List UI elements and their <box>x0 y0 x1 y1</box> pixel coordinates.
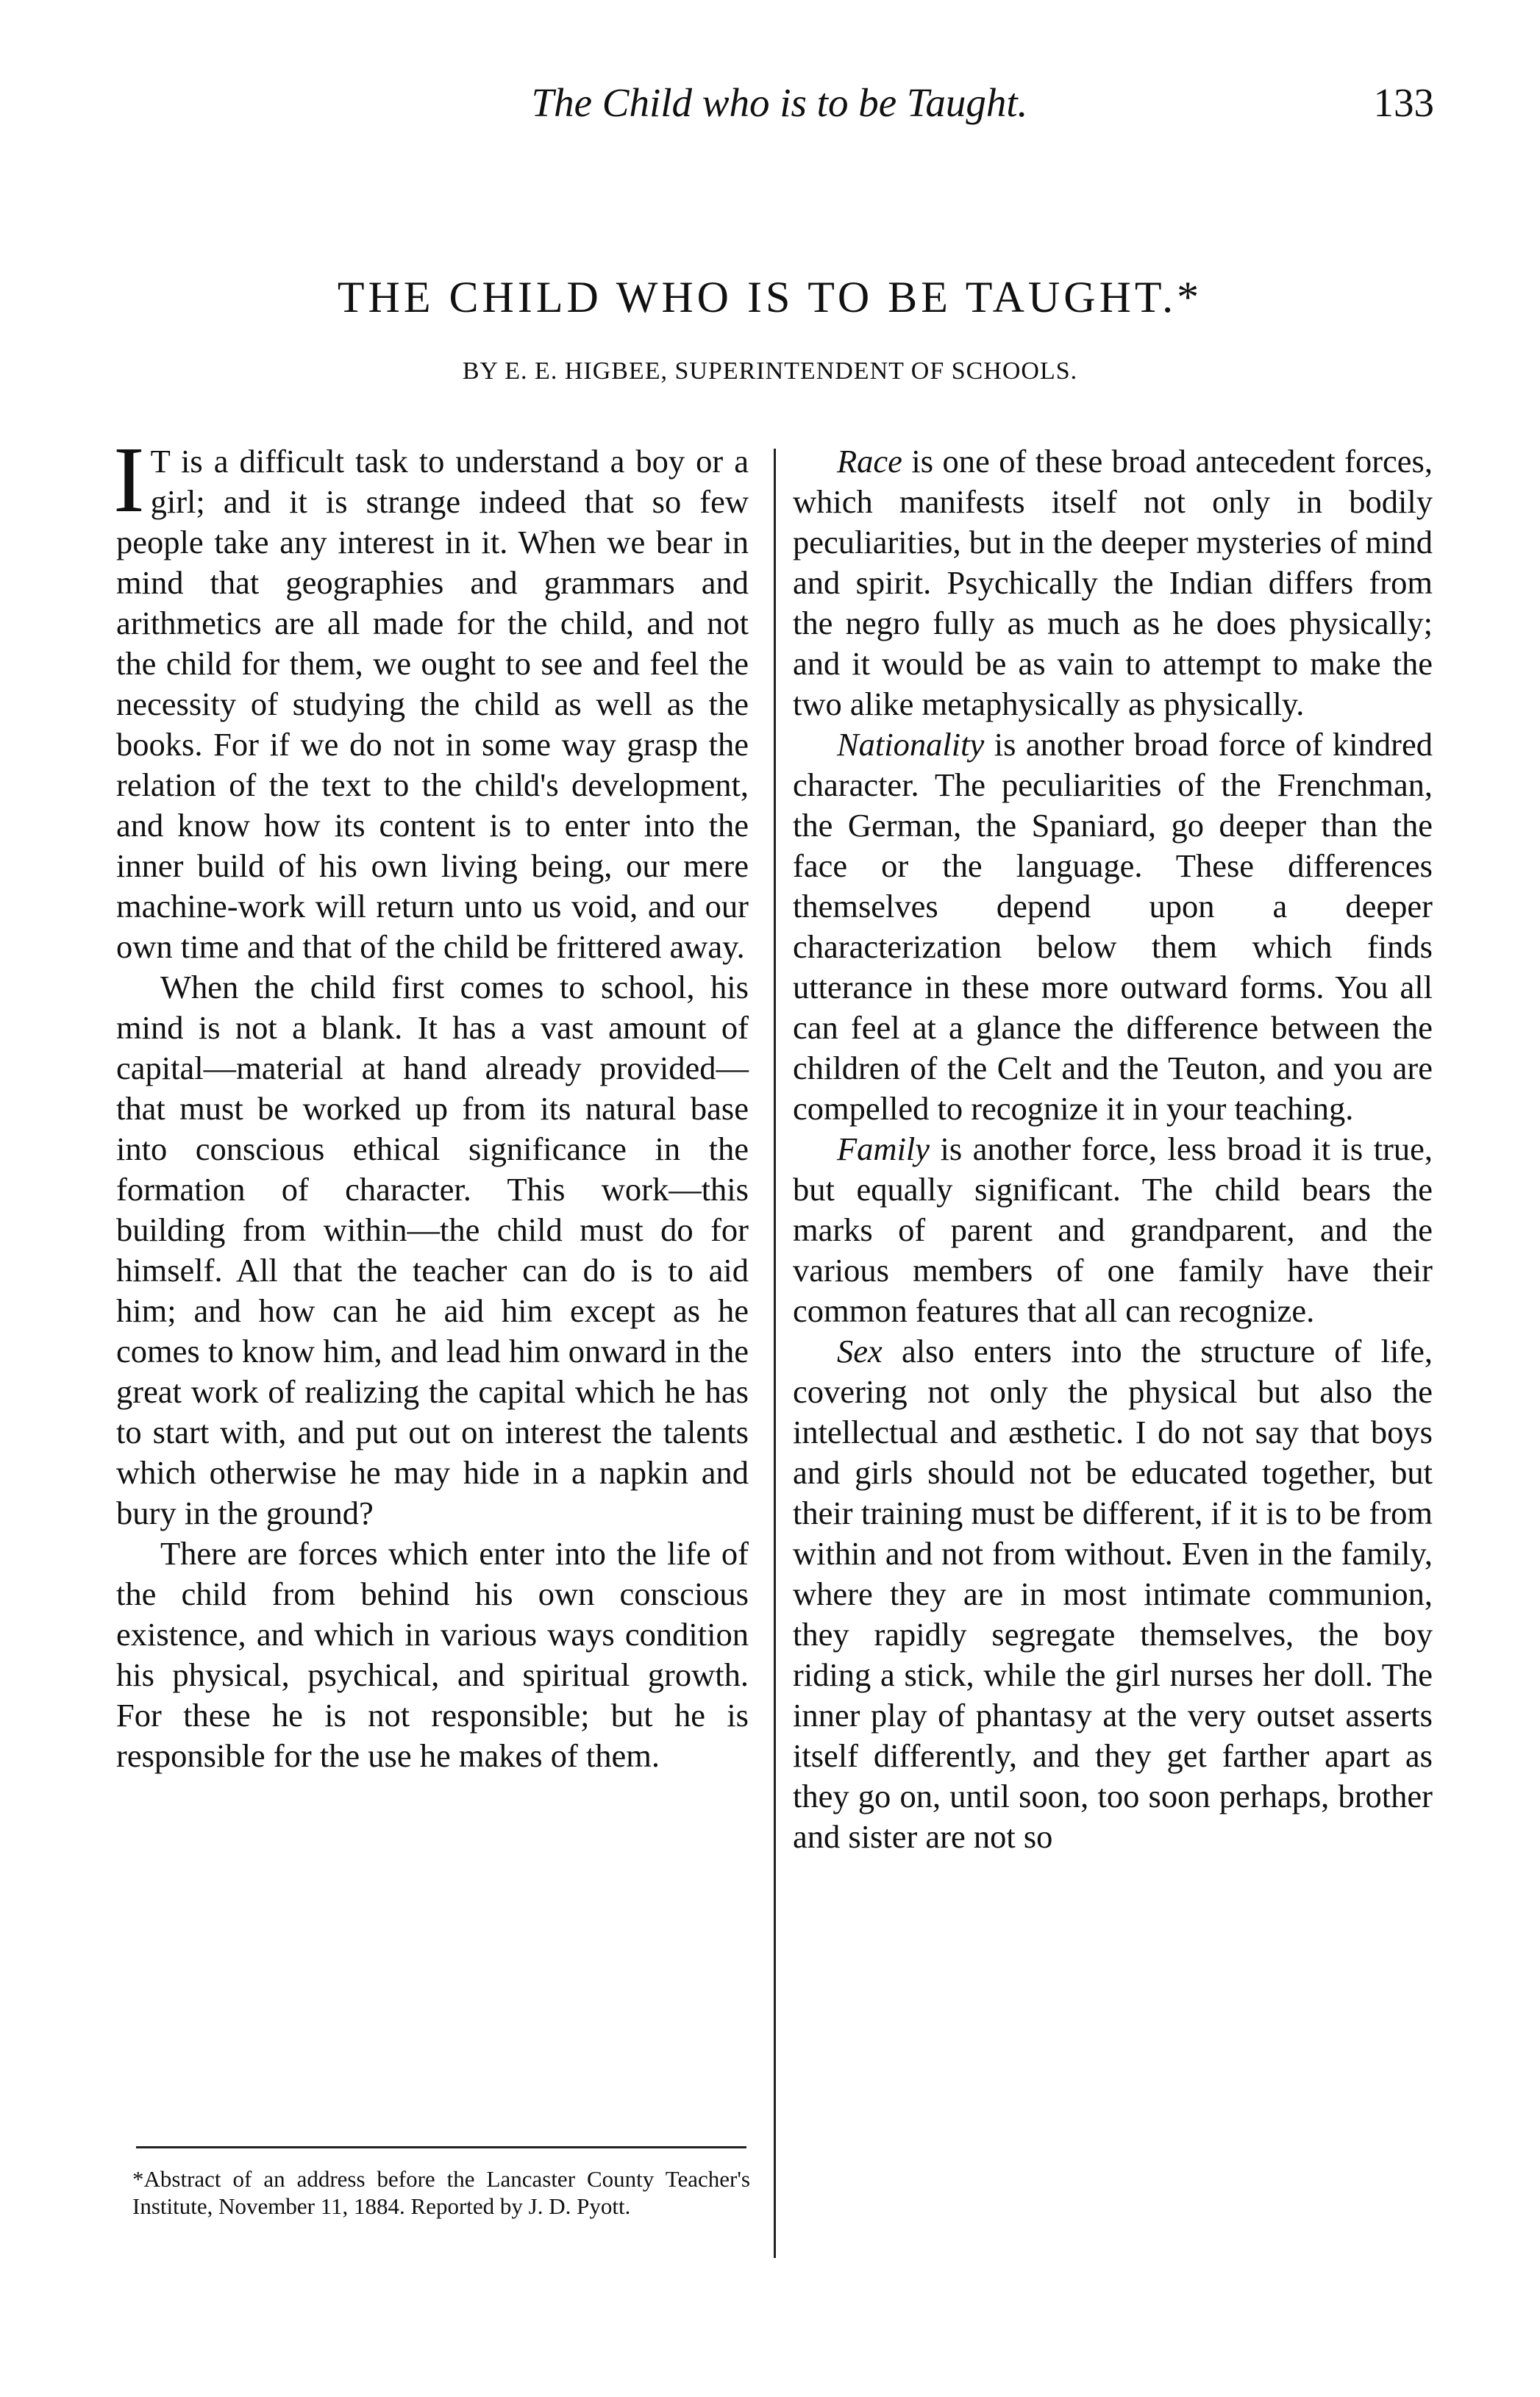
article-title: THE CHILD WHO IS TO BE TAUGHT.* <box>337 273 1203 321</box>
left-column <box>113 427 749 1776</box>
paragraph-text: also enters into the structure of life, covering not only the physical but also the intellectual and æsthetic. I do not say that boys and girls should not be educated together, but their training must be different, if it is to be from within and not from without. Even in the family, where they are in most intimate communion, they rapidly segregate themselves, the boy riding a stick, while the girl nurses her doll. The inner play of phantasy at the very outset asserts itself differently, and they get farther apart as they go on, until soon, too soon perhaps, brother and sister are not so <box>793 1333 1433 1855</box>
drop-cap: I <box>113 427 145 532</box>
paragraph <box>113 427 749 967</box>
paragraph-lead: Nationality <box>837 726 985 763</box>
column-divider <box>774 449 776 2258</box>
page-number: 133 <box>1373 80 1434 125</box>
paragraph-lead: Race <box>837 443 902 480</box>
footnote-rule <box>136 2146 746 2148</box>
paragraph <box>793 1331 1433 1857</box>
paragraph-text: is another force, less broad it is true, but equally significant. The child bears the marks of parent and grandparent, and the various members of one family have their common features that all can recognize. <box>793 1130 1433 1329</box>
paragraph <box>793 1129 1433 1331</box>
paragraph-lead: Sex <box>837 1333 883 1370</box>
paragraph: There are forces which enter into the life of the child from behind his own conscious existence, and which in various ways condition his physical, psychical, and spiritual growth. For these he is not responsible; but he is responsible for the use he makes of them. <box>116 1535 749 1774</box>
paragraph-text: is another broad force of kindred character. The peculiarities of the Frenchman, the German, the Spaniard, go deeper than the face or the language. These differences themselves depend upon a deeper characterization below them which finds utterance in these more outward forms. You all can feel at a glance the difference between the children of the Celt and the Teuton, and you are compelled to recognize it in your teaching. <box>793 726 1433 1127</box>
article-byline: BY E. E. HIGBEE, SUPERINTENDENT OF SCHOOLS. <box>462 357 1078 385</box>
running-title: The Child who is to be Taught. <box>531 80 1028 125</box>
paragraph-text: is one of these broad antecedent forces, which manifests itself not only in bodily peculiarities, but in the deeper mysteries of mind and spirit. Psychically the Indian differs from the negro fully as much as he does physically; and it would be as vain to attempt to make the two alike metaphysically as physically. <box>793 443 1433 722</box>
footnote <box>132 2165 750 2220</box>
paragraph-text: T is a difficult task to understand a boy or a girl; and it is strange indeed that so few people take any interest in it. When we bear in mind that geographies and grammars and arithmetics are all made for the child, and not the child for them, we ought to see and feel the necessity of studying the child as well as the books. For if we do not in some way grasp the relation of the text to the child's development, and know how its content is to enter into the inner build of his own living being, our mere machine-work will return unto us void, and our own time and that of the child be frittered away. <box>116 443 749 965</box>
paragraph <box>793 441 1433 724</box>
paragraph-lead: Family <box>837 1130 930 1167</box>
paragraph: When the child first comes to school, his mind is not a blank. It has a vast amount of capital—material at hand already provided—that must be worked up from its natural base into conscious ethical significance in the formation of character. This work—this building from within—the child must do for himself. All that the teacher can do is to aid him; and how can he aid him except as he comes to know him, and lead him onward in the great work of realizing the capital which he has to start with, and put out on interest the talents which otherwise he may hide in a napkin and bury in the ground? <box>116 969 749 1531</box>
paragraph <box>793 724 1433 1129</box>
footnote-text: *Abstract of an address before the Lancaster County Teacher's Institute, November 11, 1884. Reported by J. D. Pyott. <box>132 2166 750 2219</box>
right-column <box>793 441 1433 1857</box>
